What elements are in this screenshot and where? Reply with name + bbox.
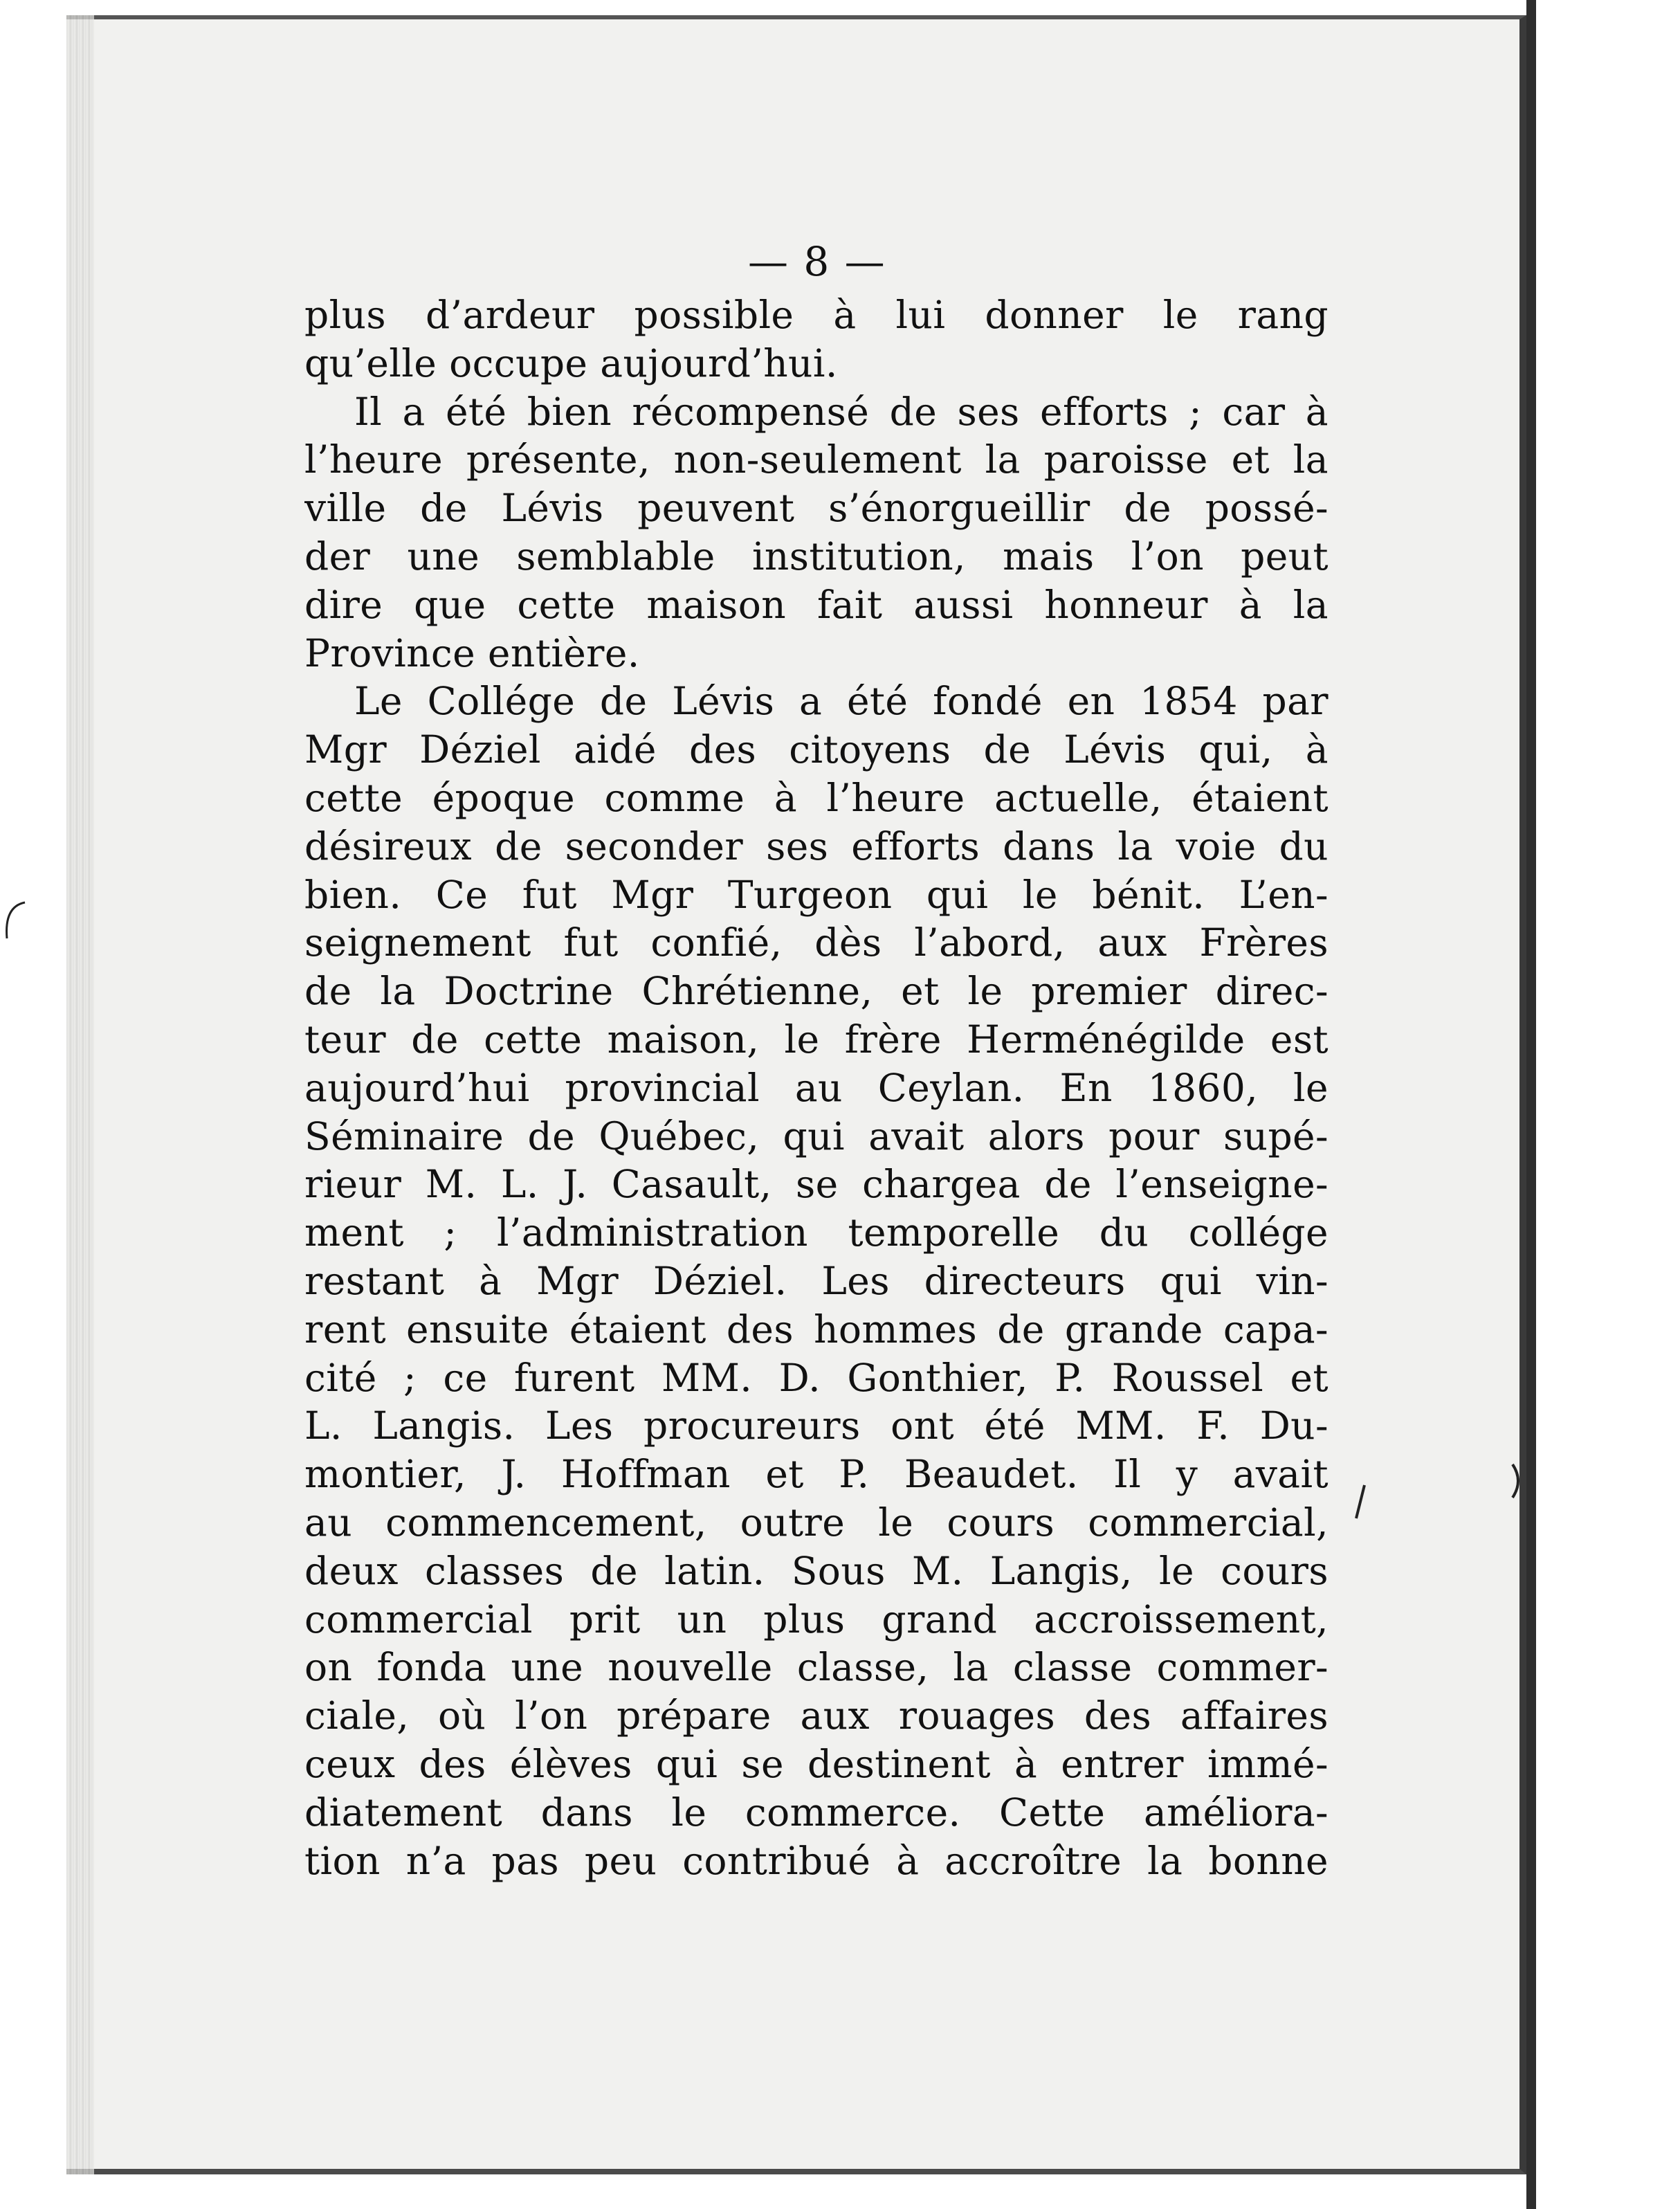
text-line: bien. Ce fut Mgr Turgeon qui le bénit. L’en- — [304, 872, 1329, 917]
text-line: deux classes de latin. Sous M. Langis, le cours — [304, 1548, 1329, 1593]
binding-shadow — [1526, 0, 1536, 2209]
text-line: L. Langis. Les procureurs ont été MM. F. Du- — [304, 1403, 1329, 1448]
ink-mark-icon — [1349, 1481, 1370, 1522]
text-line: Mgr Déziel aidé des citoyens de Lévis qui, à — [304, 727, 1329, 772]
text-line: ciale, où l’on prépare aux rouages des affaires — [304, 1693, 1329, 1738]
text-line: cité ; ce furent MM. D. Gonthier, P. Roussel et — [304, 1355, 1329, 1400]
text-line: der une semblable institution, mais l’on peut — [304, 534, 1329, 579]
text-line: Il a été bien récompensé de ses efforts ; car à — [354, 389, 1329, 434]
text-line: Province entière. — [304, 630, 640, 675]
page-number-value: 8 — [803, 238, 830, 285]
text-line: désireux de seconder ses efforts dans la voie du — [304, 824, 1329, 869]
text-line: de la Doctrine Chrétienne, et le premier direc- — [304, 969, 1329, 1014]
text-line: seignement fut confié, dès l’abord, aux Frères — [304, 920, 1329, 965]
text-line: l’heure présente, non-seulement la paroisse et la — [304, 437, 1329, 482]
text-line: tion n’a pas peu contribué à accroître la bonne — [304, 1838, 1329, 1883]
text-line: diatement dans le commerce. Cette améliora- — [304, 1790, 1329, 1835]
blank-margin — [1536, 0, 1680, 2209]
page-number-dash-left: — — [747, 238, 789, 285]
page-edge — [66, 15, 94, 2174]
text-line: on fonda une nouvelle classe, la classe commer- — [304, 1645, 1329, 1690]
text-line: ville de Lévis peuvent s’énorgueillir de possé- — [304, 486, 1329, 531]
text-line: commercial prit un plus grand accroissement, — [304, 1597, 1329, 1642]
text-line: restant à Mgr Déziel. Les directeurs qui vin- — [304, 1258, 1329, 1303]
text-line: teur de cette maison, le frère Herménégilde est — [304, 1017, 1329, 1062]
text-line: au commencement, outre le cours commercial, — [304, 1500, 1329, 1545]
text-line: Le Collége de Lévis a été fondé en 1854 par — [354, 679, 1329, 724]
text-line: montier, J. Hoffman et P. Beaudet. Il y avait — [304, 1452, 1329, 1497]
text-line: plus d’ardeur possible à lui donner le rang — [304, 293, 1329, 337]
margin-mark-icon — [0, 900, 28, 941]
body-text — [304, 232, 1329, 1885]
bracket-mark-icon — [1508, 1460, 1526, 1502]
text-line: ceux des élèves qui se destinent à entrer immé- — [304, 1741, 1329, 1786]
text-line: aujourd’hui provincial au Ceylan. En 1860, le — [304, 1065, 1329, 1110]
text-line: ment ; l’administration temporelle du collége — [304, 1210, 1329, 1255]
text-line: rent ensuite étaient des hommes de grande capa- — [304, 1307, 1329, 1352]
text-line: dire que cette maison fait aussi honneur à la — [304, 582, 1329, 627]
page-number — [304, 232, 1329, 291]
text-line: cette époque comme à l’heure actuelle, étaient — [304, 775, 1329, 820]
page-number-dash-right: — — [844, 238, 886, 285]
text-line: Séminaire de Québec, qui avait alors pour supé- — [304, 1113, 1329, 1158]
text-line: qu’elle occupe aujourd’hui. — [304, 340, 838, 385]
text-line: rieur M. L. J. Casault, se chargea de l’enseigne- — [304, 1162, 1329, 1207]
